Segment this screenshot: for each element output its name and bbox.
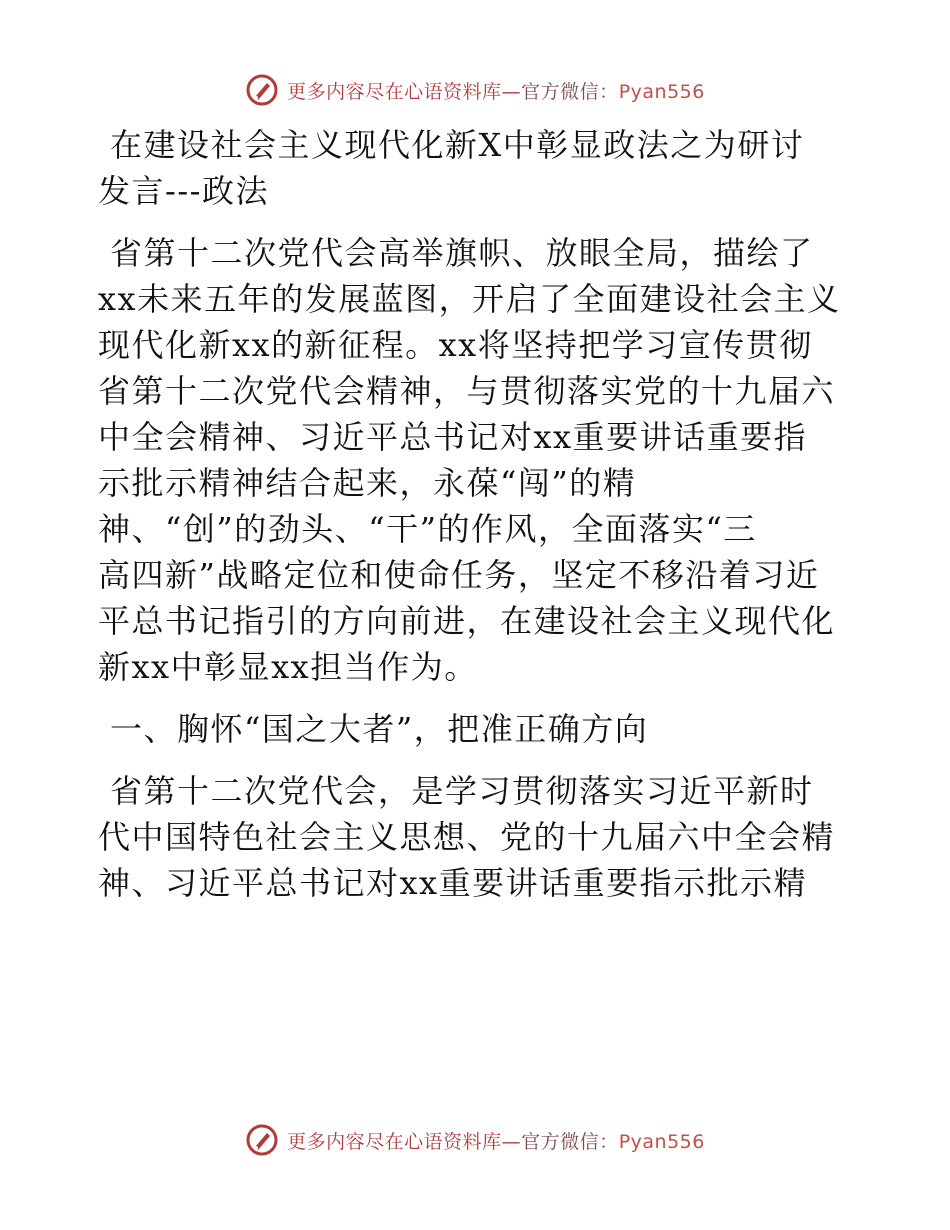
- paragraph-line: 高四新”战略定位和使命任务，坚定不移沿着习近: [98, 556, 820, 594]
- paragraph-line: 省第十二次党代会精神，与贯彻落实党的十九届六: [98, 372, 836, 410]
- banner-brand: 更多内容尽在心语资料库: [287, 80, 502, 103]
- banner-official-label: 官方微信：: [521, 80, 619, 103]
- pen-nib-logo-icon: [245, 1123, 279, 1157]
- paragraph-line: 省第十二次党代会高举旗帜、放眼全局，描绘了: [110, 234, 814, 272]
- banner-wechat-id: Pyan556: [618, 1130, 705, 1153]
- banner-text: [287, 1127, 705, 1154]
- paragraph-line: 代中国特色社会主义思想、党的十九届六中全会精: [98, 818, 836, 856]
- pen-nib-logo-icon: [245, 73, 279, 107]
- section-heading-1: 一、胸怀“国之大者”，把准正确方向: [110, 710, 649, 748]
- paragraph-line: 省第十二次党代会，是学习贯彻落实习近平新时: [110, 772, 814, 810]
- banner-brand: 更多内容尽在心语资料库: [287, 1130, 502, 1153]
- title-line: 发言---政法: [98, 172, 269, 210]
- document-body: [98, 122, 858, 922]
- paragraph-line: 平总书记指引的方向前进，在建设社会主义现代化: [98, 602, 836, 640]
- banner-wechat-id: Pyan556: [618, 80, 705, 103]
- banner-official-label: 官方微信：: [521, 1130, 619, 1153]
- paragraph-line: 神、“创”的劲头、“干”的作风，全面落实“三: [98, 510, 757, 548]
- paragraph-line: 中全会精神、习近平总书记对xx重要讲话重要指: [98, 418, 808, 456]
- bottom-banner: [0, 1120, 950, 1160]
- paragraph-line: 新xx中彰显xx担当作为。: [98, 648, 478, 686]
- banner-text: [287, 77, 705, 104]
- paragraph-line: 示批示精神结合起来，永葆“闯”的精: [98, 464, 637, 502]
- title-line: 在建设社会主义现代化新X中彰显政法之为研讨: [110, 126, 805, 164]
- banner-separator: —: [501, 1130, 522, 1153]
- paragraph-line: 现代化新xx的新征程。xx将坚持把学习宣传贯彻: [98, 326, 813, 364]
- paragraph-section-1: [98, 768, 858, 906]
- document-title: [98, 122, 858, 214]
- top-banner: [0, 70, 950, 110]
- banner-separator: —: [501, 80, 522, 103]
- paragraph-intro: [98, 230, 858, 690]
- paragraph-line: xx未来五年的发展蓝图，开启了全面建设社会主义: [98, 280, 841, 318]
- paragraph-line: 神、习近平总书记对xx重要讲话重要指示批示精: [98, 864, 808, 902]
